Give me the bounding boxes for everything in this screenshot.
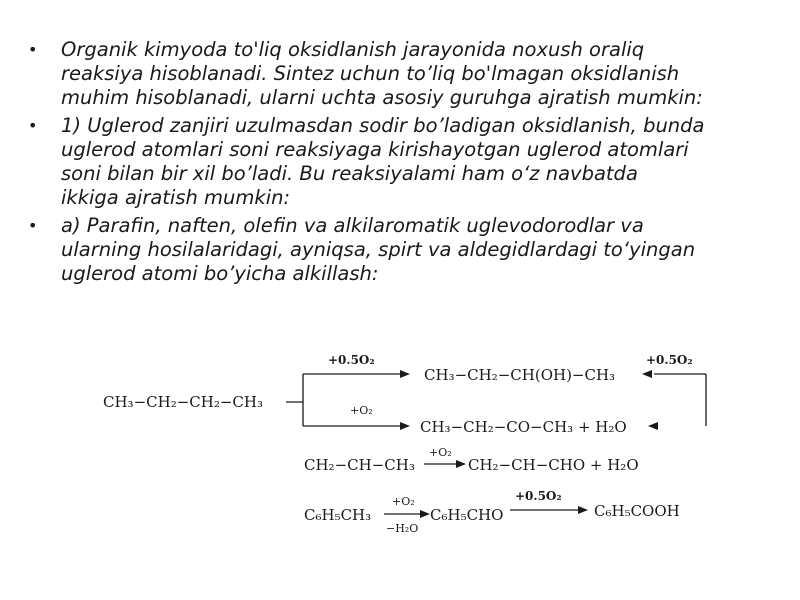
- r3-arrowhead-2: [578, 506, 588, 514]
- bullet-item-intro: [28, 38, 788, 110]
- bullet-text-line: 1) Uglerod zanjiri uzulmasdan sodir bo’ladigan oksidlanish, bunda: [61, 114, 705, 137]
- r1-bottom-product: CH₃−CH₂−CO−CH₃ + H₂O: [420, 418, 627, 436]
- reaction-scheme: [0, 340, 800, 550]
- r1-bottom-condition: +O₂: [350, 404, 373, 417]
- bullet-text-line: muhim hisoblanadi, ularni uchta asosiy guruhga ajratish mumkin:: [61, 86, 703, 109]
- r1-right-condition: +0.5O₂: [646, 353, 693, 367]
- bullet-item-chain-oxidation: [28, 114, 788, 210]
- bullet-text-line: ikkiga ajratish mumkin:: [61, 186, 291, 209]
- r3-reactant: C₆H₅CH₃: [304, 506, 372, 524]
- r2-product: CH₂−CH−CHO + H₂O: [468, 456, 639, 474]
- r2-condition: +O₂: [429, 446, 452, 459]
- bullet-text-line: ularning hosilalaridagi, ayniqsa, spirt va aldegidlardagi to‘yingan: [61, 238, 696, 261]
- bullet-text-line: Organik kimyoda to'liq oksidlanish jarayonida noxush oraliq: [61, 38, 645, 61]
- r3-arrowhead-1: [420, 510, 430, 518]
- bullet-marker: •: [28, 116, 38, 135]
- bullet-marker: •: [28, 40, 38, 59]
- bullet-text-line: reaksiya hisoblanadi. Sintez uchun to’liq bo'lmagan oksidlanish: [61, 62, 680, 85]
- r2-reactant: CH₂−CH−CH₃: [304, 456, 415, 474]
- r1-top-arrowhead: [400, 370, 410, 378]
- r1-right-arrowhead-bottom: [648, 422, 658, 430]
- r3-condition-top: +O₂: [392, 495, 415, 508]
- r1-reactant: CH₃−CH₂−CH₂−CH₃: [103, 393, 263, 411]
- r1-right-arrowhead-top: [642, 370, 652, 378]
- r1-bottom-arrowhead: [400, 422, 410, 430]
- bullet-text-line: uglerod atomlari soni reaksiyaga kirishayotgan uglerod atomlari: [61, 138, 689, 161]
- r3-condition-bottom: −H₂O: [386, 522, 419, 535]
- r1-top-condition: +0.5O₂: [328, 353, 375, 367]
- r3-condition-2: +0.5O₂: [515, 489, 562, 503]
- bullet-text-line: a) Parafin, naften, olefin va alkilaromatik uglevodorodlar va: [61, 214, 644, 237]
- bullet-text-line: soni bilan bir xil bo’ladi. Bu reaksiyalami ham o‘z navbatda: [61, 162, 638, 185]
- bullet-text-line: uglerod atomi bo’yicha alkillash:: [61, 262, 379, 285]
- r3-product: C₆H₅COOH: [594, 502, 680, 520]
- r1-top-product: CH₃−CH₂−CH(OH)−CH₃: [424, 366, 616, 384]
- bullet-marker: •: [28, 216, 38, 235]
- r3-intermediate: C₆H₅CHO: [430, 506, 504, 524]
- bullet-list: [28, 38, 788, 290]
- r2-arrowhead: [456, 460, 466, 468]
- bullet-item-alkylation: [28, 214, 788, 286]
